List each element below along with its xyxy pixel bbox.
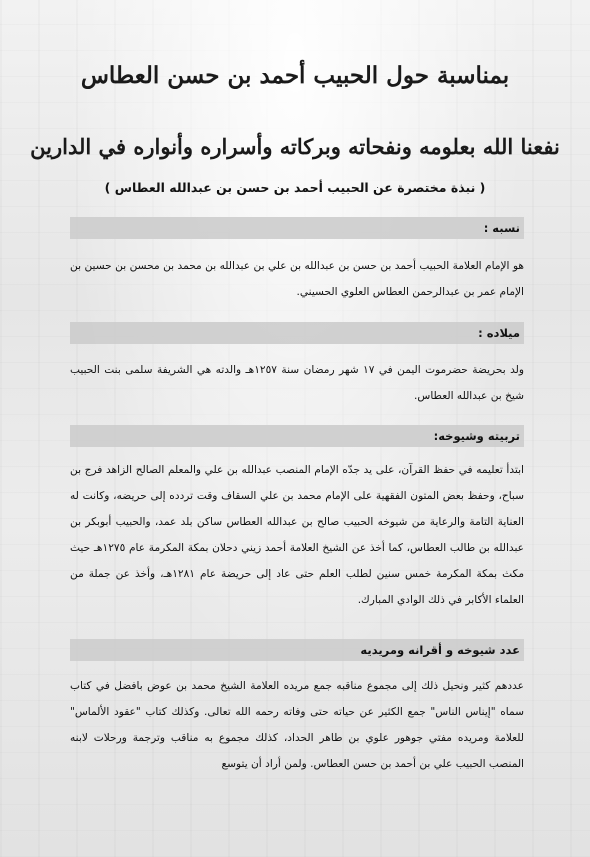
section-heading-lineage: نسبه : — [70, 217, 524, 239]
document-subtitle: ( نبذة مختصرة عن الحبيب أحمد بن حسن بن عبدالله العطاس ) — [104, 180, 486, 195]
section-heading-upbringing: تربيته وشيوخه: — [70, 425, 524, 447]
dua-heading: نفعنا الله بعلومه ونفحاته وبركاته وأسراره وأنواره في الدارين — [30, 134, 560, 159]
section-heading-birth: ميلاده : — [70, 322, 524, 344]
section-paragraph-upbringing: ابتدأ تعليمه في حفظ القرآن، على يد جدّه الإمام المنصب عبدالله بن علي والمعلم الصالح الزاهد فرج بن سباح، وحفظ بعض المتون الفقهية على الإمام محمد بن علي السقاف وقت تردده إلى حريضه، وكانت له العناية التامة والرعاية من شيوخه الحبيب صالح بن عبدالله العطاس ساكن بلد عمد، والحبيب أبوبكر بن عبدالله بن طالب العطاس، كما أخذ عن الشيخ العلامة أحمد زيني دحلان بمكة المكرمة عام ١٢٧٥هـ حيث مكث بمكة المكرمة خمس سنين لطلب العلم حتى عاد إلى حريضة عام ١٢٨١هـ، وأخذ عن جملة من العلماء الأكابر في ذلك الوادي المبارك. — [70, 464, 524, 606]
section-heading-teachers-count: عدد شيوخه و أقرانه ومريديه — [70, 639, 524, 661]
section-paragraph-teachers-count: عددهم كثير ونحيل ذلك إلى مجموع مناقبه جمع مريده العلامة الشيخ محمد بن عوض بافضل في كتاب سماه "إيناس الناس" جمع الكثير عن حياته حتى وفاته رحمه الله تعالى. وكذلك كتاب "عقود الألماس" للعلامة ومريده مفتي جوهور علوي بن طاهر الحداد، كذلك مجموع به مناقب وترجمة ورحلات لابنه المنصب الحبيب علي بن أحمد بن حسن العطاس. ولمن أراد أن يتوسع — [70, 680, 524, 770]
occasion-heading: بمناسبة حول الحبيب أحمد بن حسن العطاس — [80, 62, 510, 89]
section-paragraph-lineage: هو الإمام العلامة الحبيب أحمد بن حسن بن عبدالله بن علي بن عبدالله بن محمد بن محسن بن حسين بن الإمام عمر بن عبدالرحمن العطاس العلوي الحسيني. — [70, 260, 524, 298]
section-paragraph-birth: ولد بحريضة حضرموت اليمن في ١٧ شهر رمضان سنة ١٢٥٧هـ والدته هي الشريفة سلمى بنت الحبيب شيخ بن عبدالله العطاس. — [70, 364, 524, 402]
